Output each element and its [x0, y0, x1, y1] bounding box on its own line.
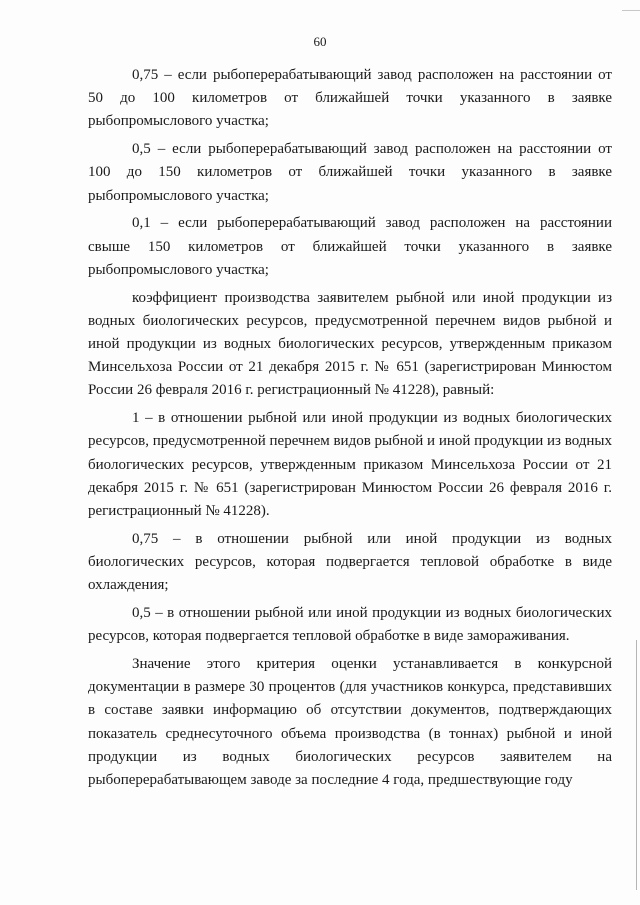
paragraph-coefficient-05-freezing: 0,5 – в отношении рыбной или иной продукции из водных биологических ресурсов, которая подвергается тепловой обработке в виде замораживания.	[88, 605, 612, 645]
scan-corner-mark	[622, 0, 640, 11]
paragraph-coefficient-01-distance: 0,1 – если рыбоперерабатывающий завод расположен на расстоянии свыше 150 километров от ближайшей точки указанного в заявке рыбопромыслового участка;	[88, 215, 612, 278]
scan-edge-line	[636, 640, 637, 890]
paragraph-criterion-value: Значение этого критерия оценки устанавливается в конкурсной документации в размере 30 процентов (для участников конкурса, представивших в составе заявки информацию об отсутствии документов, подтверждающих показатель среднесуточного объема производства (в тоннах) рыбной и иной продукции из водных биологических ресурсов заявителем на рыбоперерабатывающем заводе за последние 4 года, предшествующие году	[88, 656, 612, 789]
page-number: 60	[313, 34, 327, 49]
paragraph-coefficient-075-distance: 0,75 – если рыбоперерабатывающий завод расположен на расстоянии от 50 до 100 километров от ближайшей точки указанного в заявке рыбопромыслового участка;	[88, 67, 612, 130]
paragraph-coefficient-1-products: 1 – в отношении рыбной или иной продукции из водных биологических ресурсов, предусмотренной перечнем видов рыбной и иной продукции из водных биологических ресурсов, утвержденным приказом Минсельхоза России от 21 декабря 2015 г. № 651 (зарегистрирован Минюстом России 26 февраля 2016 г. регистрационный № 41228).	[88, 410, 613, 520]
paragraph-coefficient-075-cooling: 0,75 – в отношении рыбной или иной продукции из водных биологических ресурсов, которая подвергается тепловой обработке в виде охлаждения;	[88, 530, 612, 594]
paragraph-coefficient-05-distance: 0,5 – если рыбоперерабатывающий завод расположен на расстоянии от 100 до 150 километров от ближайшей точки указанного в заявке рыбопромыслового участка;	[88, 141, 612, 204]
paragraph-production-coefficient: коэффициент производства заявителем рыбной или иной продукции из водных биологических ресурсов, предусмотренной перечнем видов рыбной и иной продукции из водных биологических ресурсов, утвержденным приказом Минсельхоза России от 21 декабря 2015 г. № 651 (зарегистрирован Минюстом России 26 февраля 2016 г. регистрационный № 41228), равный:	[88, 289, 612, 399]
document-body	[88, 64, 612, 797]
